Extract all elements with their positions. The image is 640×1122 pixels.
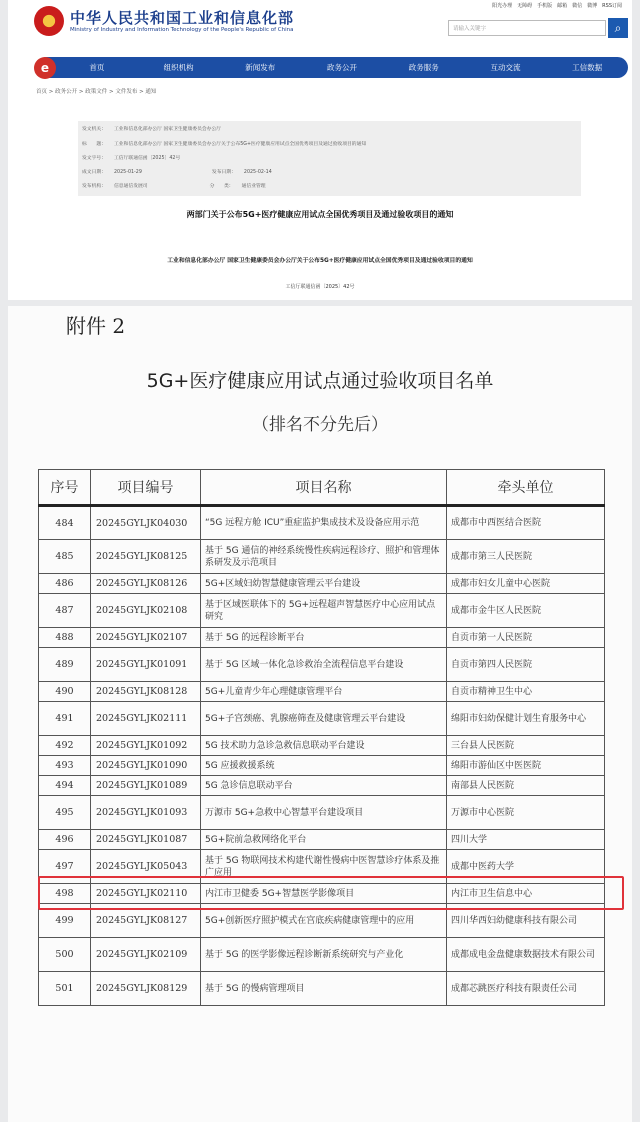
row-project-name: 基于 5G 的慢病管理项目 — [201, 972, 447, 1006]
table-row — [39, 682, 605, 702]
meta-label: 发文字号： — [82, 156, 106, 161]
row-lead-unit: 自贡市第一人民医院 — [447, 628, 605, 648]
e-logo-icon: e — [34, 57, 56, 79]
row-number: 493 — [39, 756, 91, 776]
top-link[interactable]: 无障碍 — [517, 3, 533, 9]
list-note: （排名不分先后） — [252, 415, 388, 435]
site-title[interactable]: 中华人民共和国工业和信息化部 — [70, 9, 295, 27]
table-header-row — [39, 470, 605, 506]
row-code: 20245GYLJK02111 — [91, 702, 201, 736]
meta-label: 成文日期： — [82, 170, 106, 175]
row-project-name: 5G+儿童青少年心理健康管理平台 — [201, 682, 447, 702]
row-code: 20245GYLJK01089 — [91, 776, 201, 796]
table-row — [39, 648, 605, 682]
row-lead-unit: 成都市妇女儿童中心医院 — [447, 574, 605, 594]
table-row — [39, 594, 605, 628]
row-project-name: 5G 急诊信息联动平台 — [201, 776, 447, 796]
row-lead-unit: 成都芯跳医疗科技有限责任公司 — [447, 972, 605, 1006]
row-code: 20245GYLJK08127 — [91, 904, 201, 938]
row-number: 488 — [39, 628, 91, 648]
notice-doc-number: 工信厅联通信函〔2025〕42号 — [285, 284, 355, 290]
row-number: 487 — [39, 594, 91, 628]
breadcrumb[interactable]: 首页 > 政务公开 > 政策文件 > 文件发布 > 通知 — [36, 89, 157, 95]
row-code: 20245GYLJK05043 — [91, 850, 201, 884]
table-row — [39, 506, 605, 540]
row-number: 498 — [39, 884, 91, 904]
row-project-name: 基于区域医联体下的 5G+远程超声智慧医疗中心应用试点研究 — [201, 594, 447, 628]
search-input[interactable]: 请输入关键字 — [448, 20, 606, 36]
row-number: 501 — [39, 972, 91, 1006]
document-meta-box — [78, 121, 581, 196]
nav-item-news[interactable]: 新闻发布 — [245, 63, 276, 72]
row-lead-unit: 成都市金牛区人民医院 — [447, 594, 605, 628]
top-link[interactable]: 微信 — [572, 3, 583, 9]
row-lead-unit: 成都成电金盘健康数据技术有限公司 — [447, 938, 605, 972]
meta-dates — [82, 168, 280, 175]
row-number: 492 — [39, 736, 91, 756]
row-lead-unit: 自贡市第四人民医院 — [447, 648, 605, 682]
meta-title — [82, 140, 374, 147]
row-lead-unit: 四川大学 — [447, 830, 605, 850]
header-unit: 牵头单位 — [447, 470, 605, 506]
meta-value: 工业和信息化部办公厅 国家卫生健康委员会办公厅 — [114, 127, 222, 132]
header-code: 项目编号 — [91, 470, 201, 506]
nav-item-organization[interactable]: 组织机构 — [163, 63, 194, 72]
row-project-name: 5G+创新医疗照护模式在宫底疾病健康管理中的应用 — [201, 904, 447, 938]
webpage-panel — [8, 0, 632, 300]
table-row — [39, 736, 605, 756]
row-lead-unit: 三台县人民医院 — [447, 736, 605, 756]
meta-value: 工业和信息化部办公厅 国家卫生健康委员会办公厅关于公布5G+医疗健康应用试点全国优秀项目及通过验收项目的通知 — [114, 142, 367, 147]
top-link[interactable]: 手机版 — [537, 3, 553, 9]
highlight-box-row-495 — [38, 876, 624, 910]
meta-value: 信息通信发展司 — [114, 184, 148, 189]
row-project-name: “5G 远程方舱 ICU”重症监护集成技术及设备应用示范 — [201, 506, 447, 540]
site-subtitle: Ministry of Industry and Information Technology of the People's Republic of China — [70, 27, 294, 33]
row-project-name: 5G+区域妇幼智慧健康管理云平台建设 — [201, 574, 447, 594]
project-table — [38, 469, 605, 1006]
row-code: 20245GYLJK01090 — [91, 756, 201, 776]
row-project-name: 5G 技术助力急诊急救信息联动平台建设 — [201, 736, 447, 756]
row-project-name: 基于 5G 的远程诊断平台 — [201, 628, 447, 648]
meta-label: 发布机构： — [82, 184, 106, 189]
meta-value: 通信业管理 — [241, 184, 266, 189]
meta-label: 分 类： — [209, 184, 234, 189]
site-header — [8, 0, 632, 46]
row-number: 499 — [39, 904, 91, 938]
row-lead-unit: 南部县人民医院 — [447, 776, 605, 796]
attachment-label: 附件 2 — [66, 314, 126, 338]
notice-subtitle: 工业和信息化部办公厅 国家卫生健康委员会办公厅关于公布5G+医疗健康应用试点全国优秀项目及通过验收项目的通知 — [167, 258, 473, 264]
nav-item-data[interactable]: 工信数据 — [572, 63, 603, 72]
row-project-name: 基于 5G 的医学影像远程诊断新系统研究与产业化 — [201, 938, 447, 972]
row-code: 20245GYLJK01093 — [91, 796, 201, 830]
row-lead-unit: 成都市第三人民医院 — [447, 540, 605, 574]
meta-value: 2025-02-14 — [243, 170, 272, 175]
row-code: 20245GYLJK02110 — [91, 884, 201, 904]
row-project-name: 万源市 5G+急救中心智慧平台建设项目 — [201, 796, 447, 830]
table-body — [39, 506, 605, 1006]
row-project-name: 基于 5G 通信的神经系统慢性疾病远程诊疗、照护和管理体系研发及示范项目 — [201, 540, 447, 574]
row-lead-unit: 内江市卫生信息中心 — [447, 884, 605, 904]
table-row — [39, 628, 605, 648]
row-number: 489 — [39, 648, 91, 682]
row-number: 490 — [39, 682, 91, 702]
row-code: 20245GYLJK02108 — [91, 594, 201, 628]
row-project-name: 内江市卫健委 5G+智慧医学影像项目 — [201, 884, 447, 904]
row-code: 20245GYLJK08129 — [91, 972, 201, 1006]
table-row — [39, 972, 605, 1006]
list-title: 5G+医疗健康应用试点通过验收项目名单 — [146, 370, 494, 392]
search-button[interactable]: ⌕ — [608, 18, 628, 38]
meta-value: 2025-01-29 — [114, 170, 142, 175]
national-emblem-icon — [34, 6, 64, 36]
meta-publisher — [82, 182, 274, 189]
meta-label: 发布日期： — [211, 170, 236, 175]
table-row — [39, 574, 605, 594]
header-name: 项目名称 — [201, 470, 447, 506]
main-nav — [36, 57, 628, 78]
meta-value: 工信厅联通信函〔2025〕42号 — [114, 156, 181, 161]
meta-label: 标 题： — [82, 142, 106, 147]
meta-label: 发文机关： — [82, 127, 106, 132]
nav-item-home[interactable]: 首页 — [89, 63, 105, 72]
row-code: 20245GYLJK02109 — [91, 938, 201, 972]
meta-issuer — [82, 125, 229, 132]
row-number: 497 — [39, 850, 91, 884]
row-lead-unit: 万源市中心医院 — [447, 796, 605, 830]
row-code: 20245GYLJK01091 — [91, 648, 201, 682]
nav-item-interaction[interactable]: 互动交流 — [490, 63, 521, 72]
nav-item-services[interactable]: 政务服务 — [408, 63, 439, 72]
row-project-name: 5G 应援救援系统 — [201, 756, 447, 776]
row-number: 486 — [39, 574, 91, 594]
row-code: 20245GYLJK08126 — [91, 574, 201, 594]
row-number: 495 — [39, 796, 91, 830]
row-lead-unit: 成都中医药大学 — [447, 850, 605, 884]
row-number: 494 — [39, 776, 91, 796]
table-row — [39, 938, 605, 972]
row-code: 20245GYLJK04030 — [91, 506, 201, 540]
table-row — [39, 776, 605, 796]
table-row — [39, 756, 605, 776]
row-lead-unit: 绵阳市妇幼保健计划生育服务中心 — [447, 702, 605, 736]
row-project-name: 5G+子宫颈癌、乳腺癌筛查及健康管理云平台建设 — [201, 702, 447, 736]
row-code: 20245GYLJK01092 — [91, 736, 201, 756]
table-row — [39, 540, 605, 574]
row-lead-unit: 成都市中西医结合医院 — [447, 506, 605, 540]
row-project-name: 基于 5G 物联网技术构建代谢性慢病中医智慧诊疗体系及推广应用 — [201, 850, 447, 884]
row-lead-unit: 绵阳市游仙区中医医院 — [447, 756, 605, 776]
header-no: 序号 — [39, 470, 91, 506]
row-number: 484 — [39, 506, 91, 540]
table-row — [39, 830, 605, 850]
top-link[interactable]: 微博 — [587, 3, 598, 9]
row-number: 491 — [39, 702, 91, 736]
row-code: 20245GYLJK08128 — [91, 682, 201, 702]
row-lead-unit: 自贡市精神卫生中心 — [447, 682, 605, 702]
attachment-page — [8, 306, 632, 1122]
notice-title: 两部门关于公布5G+医疗健康应用试点全国优秀项目及通过验收项目的通知 — [186, 210, 454, 219]
top-link[interactable]: 阳光办理 — [492, 3, 513, 9]
row-code: 20245GYLJK01087 — [91, 830, 201, 850]
row-number: 485 — [39, 540, 91, 574]
top-links — [492, 2, 622, 9]
row-code: 20245GYLJK02107 — [91, 628, 201, 648]
row-number: 496 — [39, 830, 91, 850]
row-lead-unit: 四川华西妇幼健康科技有限公司 — [447, 904, 605, 938]
row-number: 500 — [39, 938, 91, 972]
meta-doc-number — [82, 154, 188, 161]
top-link[interactable]: RSS订阅 — [602, 3, 622, 9]
row-project-name: 5G+院前急救网络化平台 — [201, 830, 447, 850]
table-row — [39, 796, 605, 830]
row-project-name: 基于 5G 区域一体化急诊救治全流程信息平台建设 — [201, 648, 447, 682]
top-link[interactable]: 邮箱 — [557, 3, 568, 9]
row-code: 20245GYLJK08125 — [91, 540, 201, 574]
table-row — [39, 702, 605, 736]
nav-item-public-affairs[interactable]: 政务公开 — [327, 63, 358, 72]
